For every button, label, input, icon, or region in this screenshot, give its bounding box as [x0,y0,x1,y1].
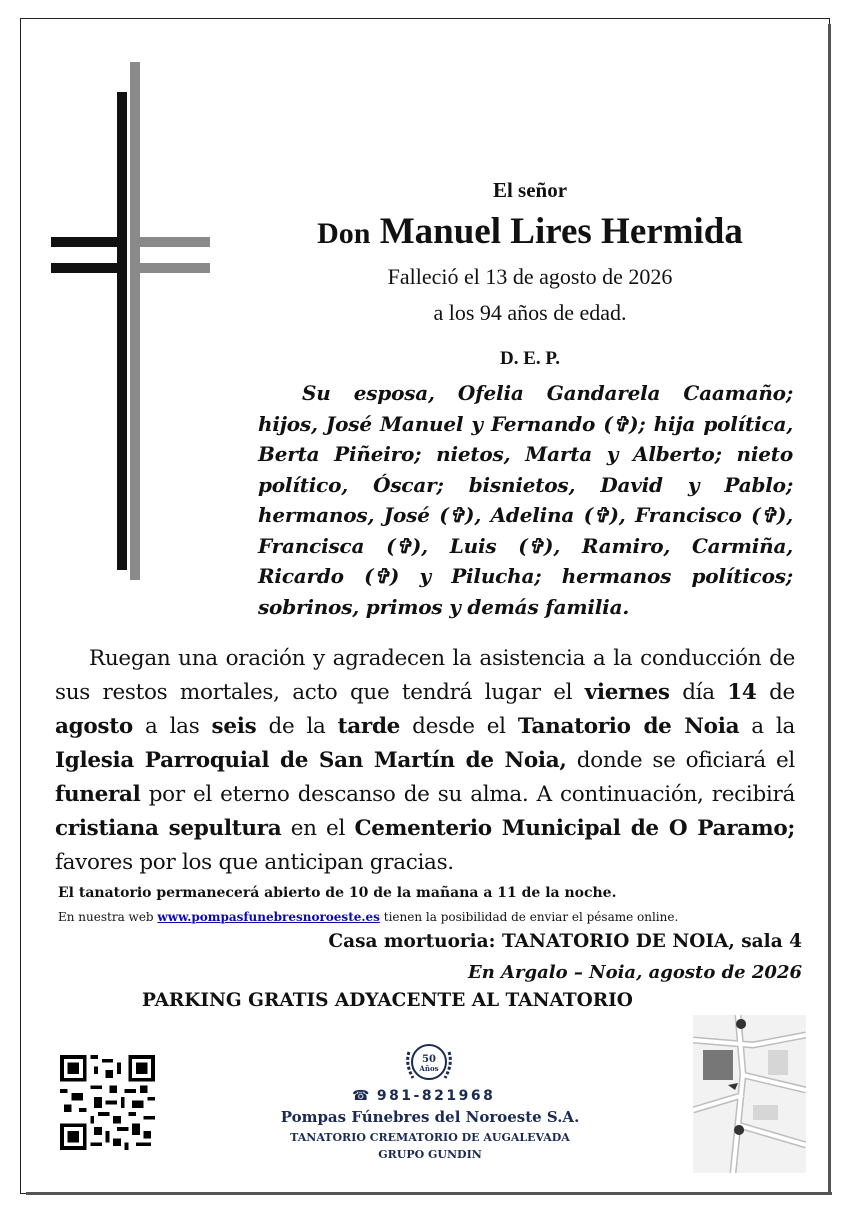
phone-number[interactable] [352,1088,495,1104]
funeral-home: Casa mortuoria: TANATORIO DE NOIA, sala 4 [328,931,802,952]
ceremony-text: desde el [400,714,518,739]
parking-note: PARKING GRATIS ADYACENTE AL TANATORIO [142,990,633,1011]
ceremony-cemetery: Cementerio Municipal de O Paramo; [354,816,795,841]
group-name: GRUPO GUNDIN [378,1148,482,1161]
ceremony-burial: cristiana sepultura [55,816,282,841]
ceremony-month: agosto [55,714,133,739]
ceremony-text: donde se oficiará el [566,748,796,773]
location-map-icon[interactable] [693,1015,806,1173]
deceased-fullname: Manuel Lires Hermida [379,211,743,252]
web-note-prefix: En nuestra web [58,910,158,924]
phone-value: 981-821968 [376,1088,496,1104]
ceremony-text: a la [739,714,796,739]
intro-text: El señor [492,178,568,202]
frame-shadow-bottom [26,1192,832,1195]
ceremony-church: Iglesia Parroquial de San Martín de Noia, [55,748,567,773]
frame-shadow-right [828,24,831,1195]
rip-text: D. E. P. [499,348,560,369]
honorific: Don [317,217,371,250]
ceremony-text: por el eterno descanso de su alma. A continuación, recibirá [140,782,795,807]
ceremony-text: de la [256,714,338,739]
web-note-suffix: tienen la posibilidad de enviar el pésame online. [379,910,679,924]
death-date: Falleció el 13 de agosto de 2026 [387,264,673,289]
ceremony-funeral: funeral [55,782,141,807]
qr-code-icon[interactable] [60,1055,155,1150]
ceremony-text: en el [281,816,355,841]
ceremony-text: Ruegan una oración y agradecen la asistencia a la conducción de sus restos mortales, acto que tendrá lugar el [55,646,795,705]
ceremony-paragraph [55,642,795,880]
place-date: En Argalo – Noia, agosto de 2026 [467,962,802,983]
ceremony-day: viernes [584,680,670,705]
family-paragraph: Su esposa, Ofelia Gandarela Caamaño; hijos, José Manuel y Fernando (✞); hija política, Berta Piñeiro; nietos, Marta y Alberto; nieto político, Óscar; bisnietos, David y Pablo; hermanos, José (✞), Adelina (✞), Francisco (✞), Francisca (✞), Luis (✞), Ramiro, Carmiña, Ricardo (✞) y Pilucha; hermanos políticos; sobrinos, primos y demás familia. [258,381,793,619]
anniversary-seal-icon [401,1038,457,1090]
ceremony-text: favores por los que anticipan gracias. [55,850,454,875]
company-name: Pompas Fúnebres del Noroeste S.A. [280,1108,580,1126]
web-note [58,910,678,924]
ceremony-text: a las [132,714,212,739]
ceremony-date-num: 14 [727,680,757,705]
seal-number: 50 [422,1054,436,1065]
website-link[interactable]: www.pompasfunebresnoroeste.es [157,910,380,924]
ceremony-text: día [669,680,728,705]
ceremony-time-of-day: tarde [337,714,401,739]
opening-hours: El tanatorio permanecerá abierto de 10 de la mañana a 11 de la noche. [58,885,617,901]
ceremony-hour: seis [211,714,257,739]
seal-word: Años [419,1064,439,1073]
crematorio-name: TANATORIO CREMATORIO DE AUGALEVADA [290,1131,570,1144]
deceased-name [250,210,810,253]
cross-icon [45,60,215,580]
ceremony-origin: Tanatorio de Noia [517,714,740,739]
phone-icon: ☎ [352,1088,370,1104]
ceremony-text: de [756,680,795,705]
age-text: a los 94 años de edad. [433,300,627,325]
